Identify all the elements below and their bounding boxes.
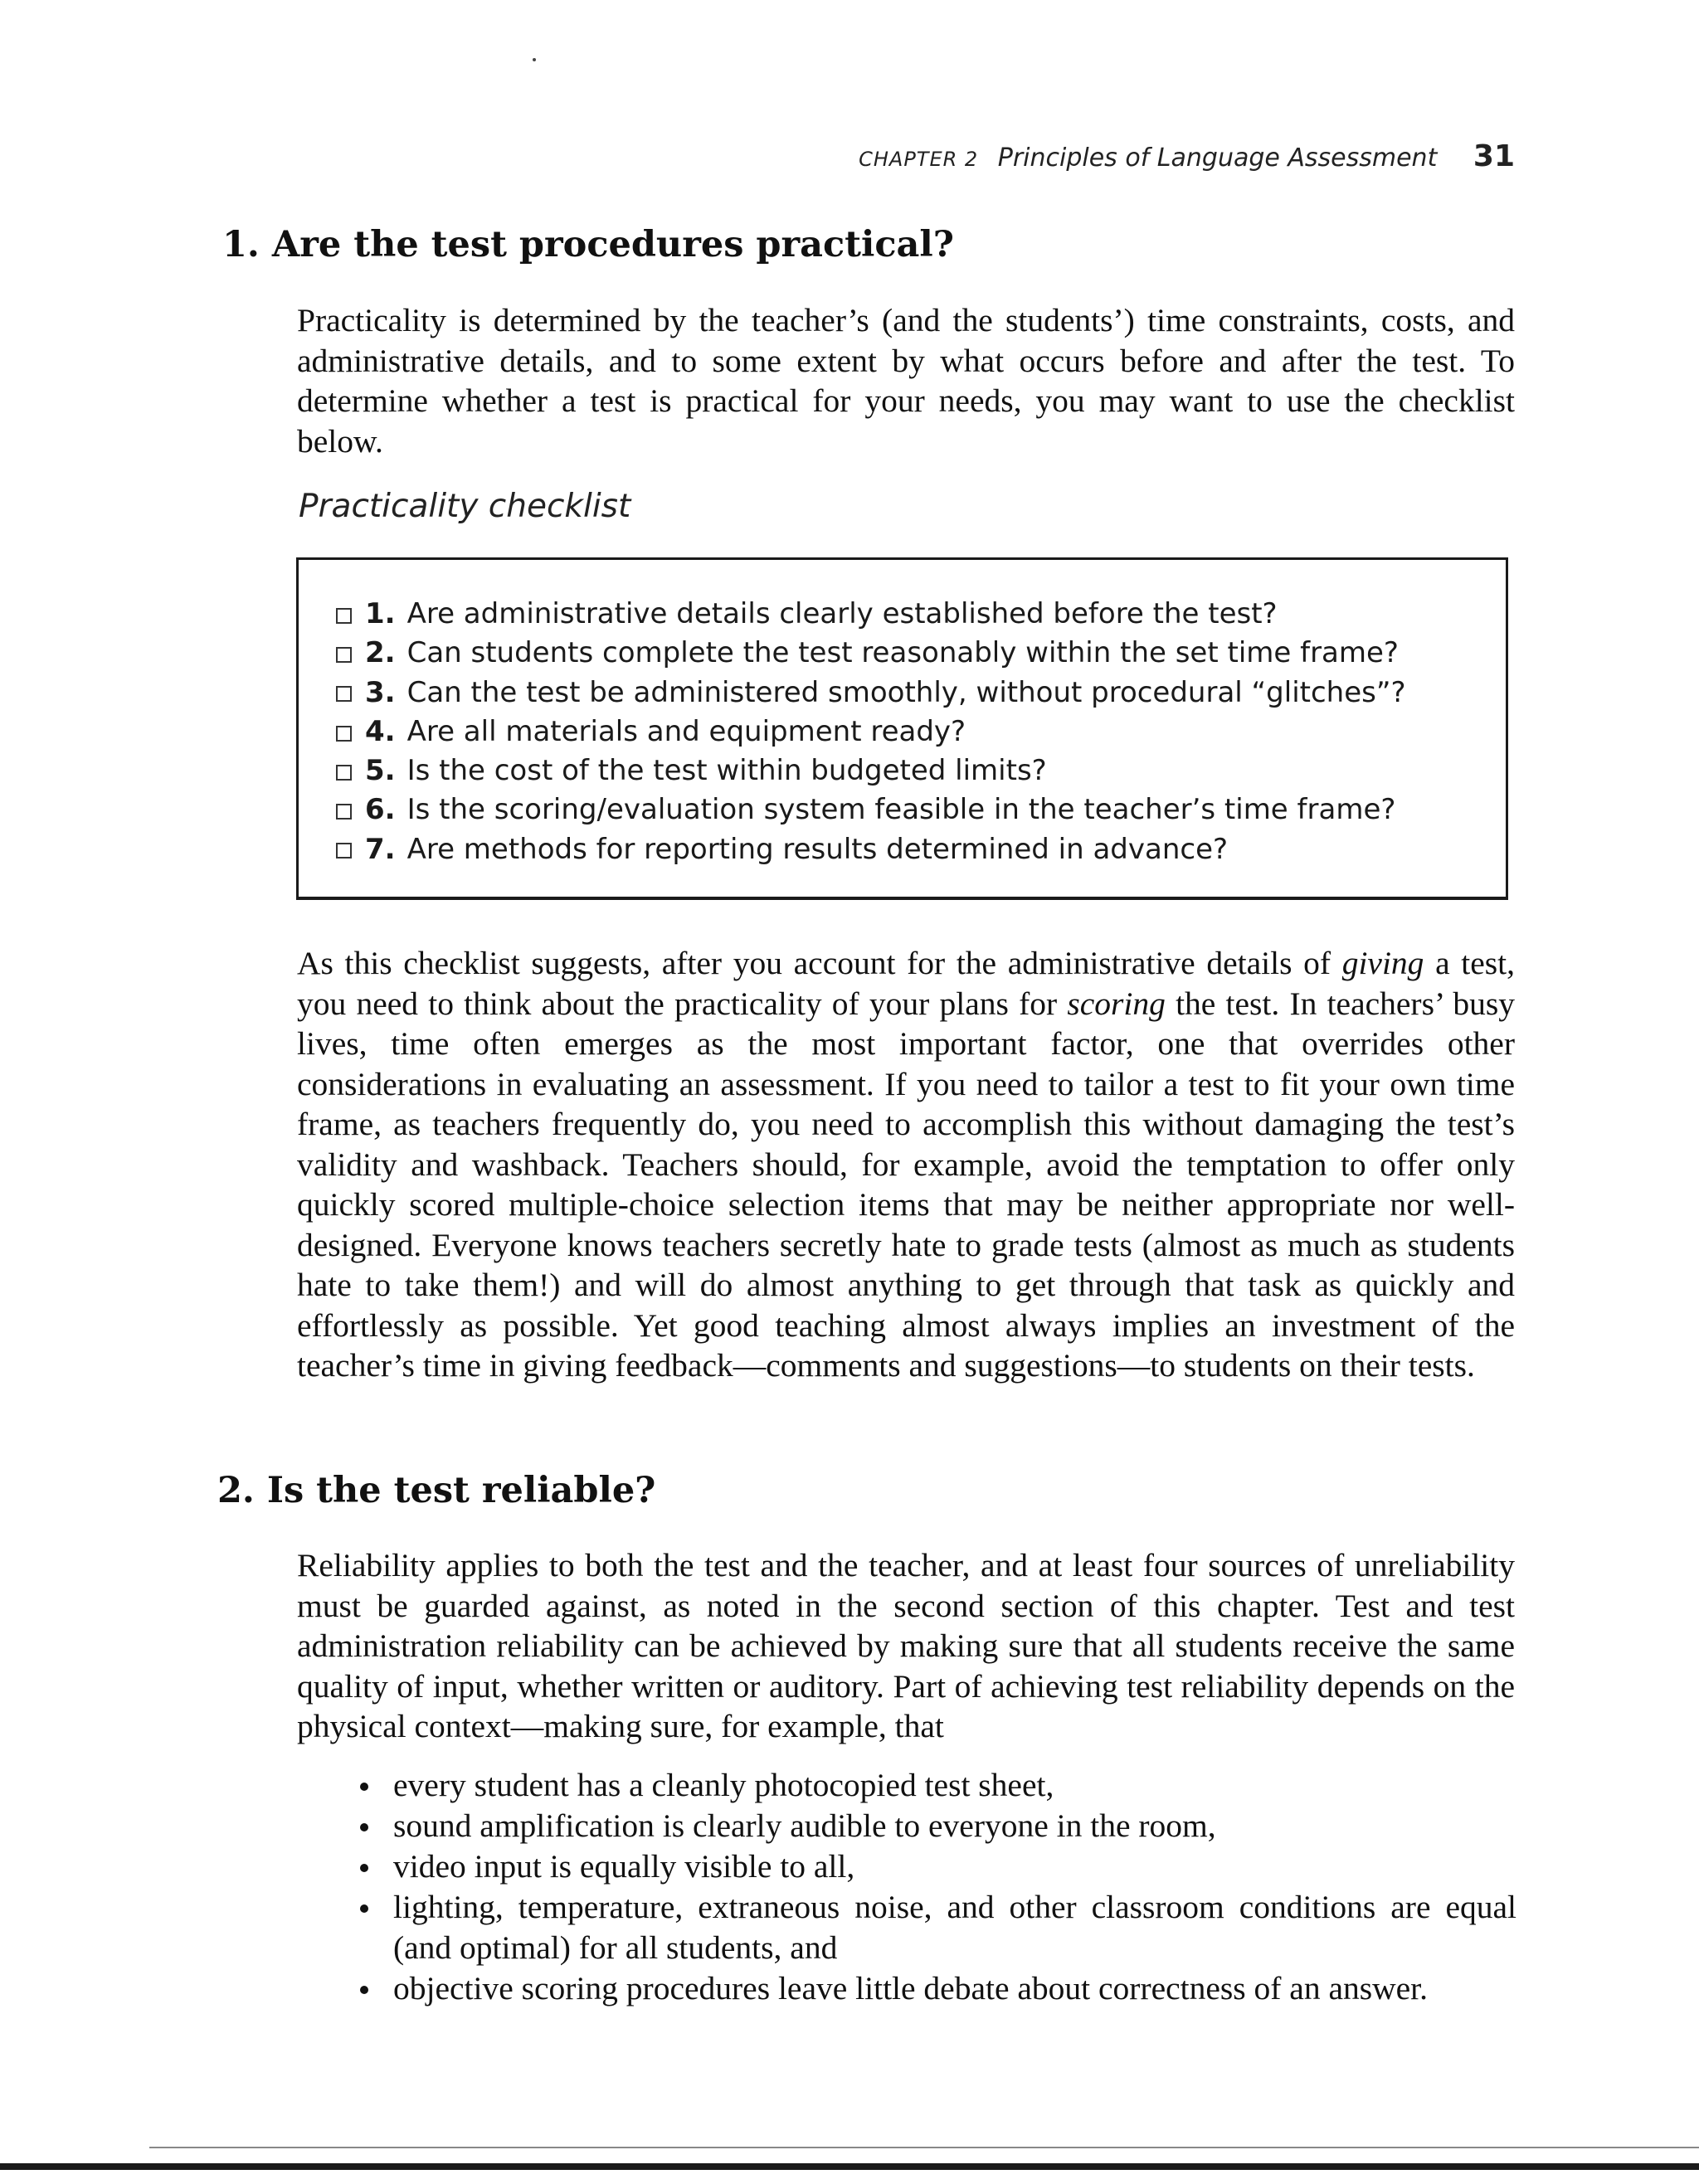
- chapter-title: Principles of Language Assessment: [997, 143, 1438, 173]
- checklist-item: [336, 713, 1406, 752]
- list-item: objective scoring procedures leave little debate about correctness of an answer.: [357, 1968, 1516, 2009]
- checklist-box: [296, 557, 1508, 900]
- list-item: every student has a cleanly photocopied test sheet,: [357, 1765, 1516, 1806]
- checkbox-icon[interactable]: [336, 726, 352, 742]
- checklist-item: [336, 830, 1406, 869]
- checklist-number: 7.: [365, 832, 396, 866]
- checklist-title: Practicality checklist: [299, 488, 631, 525]
- checkbox-icon[interactable]: [336, 804, 352, 820]
- checklist-number: 4.: [365, 714, 396, 748]
- checkbox-icon[interactable]: [336, 608, 352, 624]
- checklist-text: Are methods for reporting results determined in advance?: [406, 832, 1229, 866]
- scan-speck: [533, 58, 536, 61]
- section-2-heading: 2. Is the test reliable?: [217, 1470, 656, 1511]
- checklist-text: Can students complete the test reasonably within the set time frame?: [406, 636, 1399, 670]
- checklist-number: 2.: [365, 636, 396, 670]
- discussion-text: the test. In teachers’ busy lives, time often emerges as the most important factor, one that overrides other considerations in evaluating an assessment. If you need to tailor a test to fit your own time frame, as teachers frequently do, you need to accomplish this without damaging the test’s validity and washback. Teachers should, for example, avoid the temptation to offer only quickly scored multiple-choice selection items that may be neither appropriate nor well-designed. Everyone knows teachers secretly hate to grade tests (almost as much as students hate to take them!) and will do almost anything to get through that task as quickly and effortlessly as possible. Yet good teaching almost always implies an investment of the teacher’s time in giving feedback—comments and suggestions—to students on their tests.: [297, 985, 1515, 1384]
- section-1-intro: Practicality is determined by the teacher’s (and the students’) time constraints, costs, and administrative details, and to some extent by what occurs before and after the test. To determine whether a test is practical for your needs, you may want to use the checklist below.: [297, 302, 1515, 460]
- list-item: lighting, temperature, extraneous noise, and other classroom conditions are equal (and optimal) for all students, and: [357, 1887, 1516, 1968]
- checklist-text: Is the scoring/evaluation system feasible in the teacher’s time frame?: [406, 793, 1396, 827]
- emphasis-scoring: scoring: [1067, 985, 1166, 1022]
- checklist-number: 3.: [365, 675, 396, 709]
- emphasis-giving: giving: [1341, 945, 1424, 981]
- running-head: [859, 139, 1515, 173]
- practicality-checklist: [336, 595, 1406, 869]
- checklist-text: Can the test be administered smoothly, without procedural “glitches”?: [406, 675, 1406, 709]
- list-item: video input is equally visible to all,: [357, 1846, 1516, 1887]
- chapter-label: CHAPTER 2: [859, 148, 979, 171]
- checklist-item: [336, 752, 1406, 790]
- checklist-item: [336, 674, 1406, 713]
- scan-edge-line: [149, 2147, 1699, 2148]
- reliability-conditions-list: [357, 1765, 1516, 2009]
- section-2-intro: Reliability applies to both the test and the teacher, and at least four sources of unreliability must be guarded against, as noted in the second section of this chapter. Test and test administration reliability can be achieved by making sure that all students receive the same quality of input, whether written or auditory. Part of achieving test reliability depends on the physical context—making sure, for example, that: [297, 1547, 1515, 1744]
- list-item: sound amplification is clearly audible to everyone in the room,: [357, 1806, 1516, 1846]
- checkbox-icon[interactable]: [336, 765, 352, 781]
- checklist-number: 5.: [365, 754, 396, 788]
- checklist-text: Is the cost of the test within budgeted limits?: [406, 754, 1047, 788]
- checklist-text: Are all materials and equipment ready?: [406, 714, 966, 748]
- checkbox-icon[interactable]: [336, 843, 352, 859]
- checklist-item: [336, 790, 1406, 829]
- checklist-item: [336, 634, 1406, 673]
- section-1-discussion: [297, 943, 1515, 1386]
- checkbox-icon[interactable]: [336, 686, 352, 702]
- checklist-number: 1.: [365, 597, 396, 630]
- page-number: 31: [1473, 139, 1515, 173]
- checklist-text: Are administrative details clearly established before the test?: [406, 597, 1278, 630]
- checkbox-icon[interactable]: [336, 647, 352, 663]
- discussion-text: a test, you need to think about the practicality of your plans for: [297, 945, 1515, 1022]
- scan-bottom-edge: [0, 2163, 1699, 2170]
- checklist-item: [336, 595, 1406, 634]
- section-1-heading: 1. Are the test procedures practical?: [222, 224, 954, 265]
- checklist-number: 6.: [365, 793, 396, 827]
- discussion-text: As this checklist suggests, after you account for the administrative details of: [297, 945, 1331, 981]
